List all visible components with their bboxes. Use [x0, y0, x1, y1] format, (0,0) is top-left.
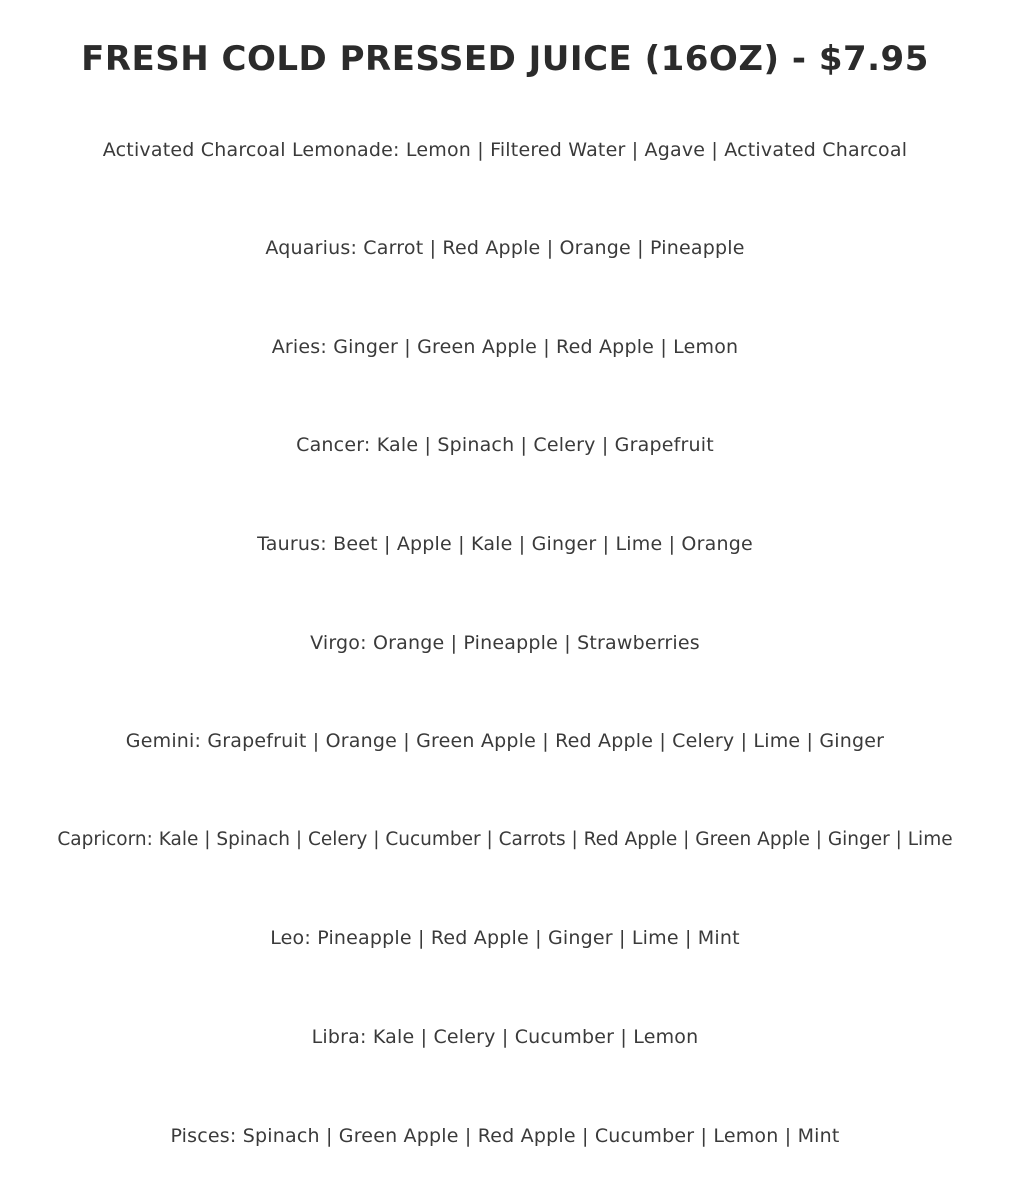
juice-item-gemini: Gemini: Grapefruit | Orange | Green Apple | Red Apple | Celery | Lime | Ginger: [125, 730, 885, 752]
juice-item-aries: Aries: Ginger | Green Apple | Red Apple | Lemon: [271, 336, 739, 358]
juice-item-activated-charcoal-lemonade: Activated Charcoal Lemonade: Lemon | Filtered Water | Agave | Activated Charcoal: [102, 139, 908, 161]
juice-item-virgo: Virgo: Orange | Pineapple | Strawberries: [310, 632, 700, 654]
juice-item-aquarius: Aquarius: Carrot | Red Apple | Orange | Pineapple: [265, 237, 745, 259]
juice-item-leo: Leo: Pineapple | Red Apple | Ginger | Lime | Mint: [270, 927, 740, 949]
menu-title: FRESH COLD PRESSED JUICE (16OZ) - $7.95: [81, 39, 929, 79]
juice-item-cancer: Cancer: Kale | Spinach | Celery | Grapefruit: [296, 434, 714, 456]
juice-item-capricorn: Capricorn: Kale | Spinach | Celery | Cucumber | Carrots | Red Apple | Green Apple | Ginger | Lime: [57, 829, 953, 850]
juice-item-pisces: Pisces: Spinach | Green Apple | Red Apple | Cucumber | Lemon | Mint: [170, 1125, 840, 1147]
juice-item-taurus: Taurus: Beet | Apple | Kale | Ginger | Lime | Orange: [257, 533, 753, 555]
juice-item-libra: Libra: Kale | Celery | Cucumber | Lemon: [311, 1026, 699, 1048]
